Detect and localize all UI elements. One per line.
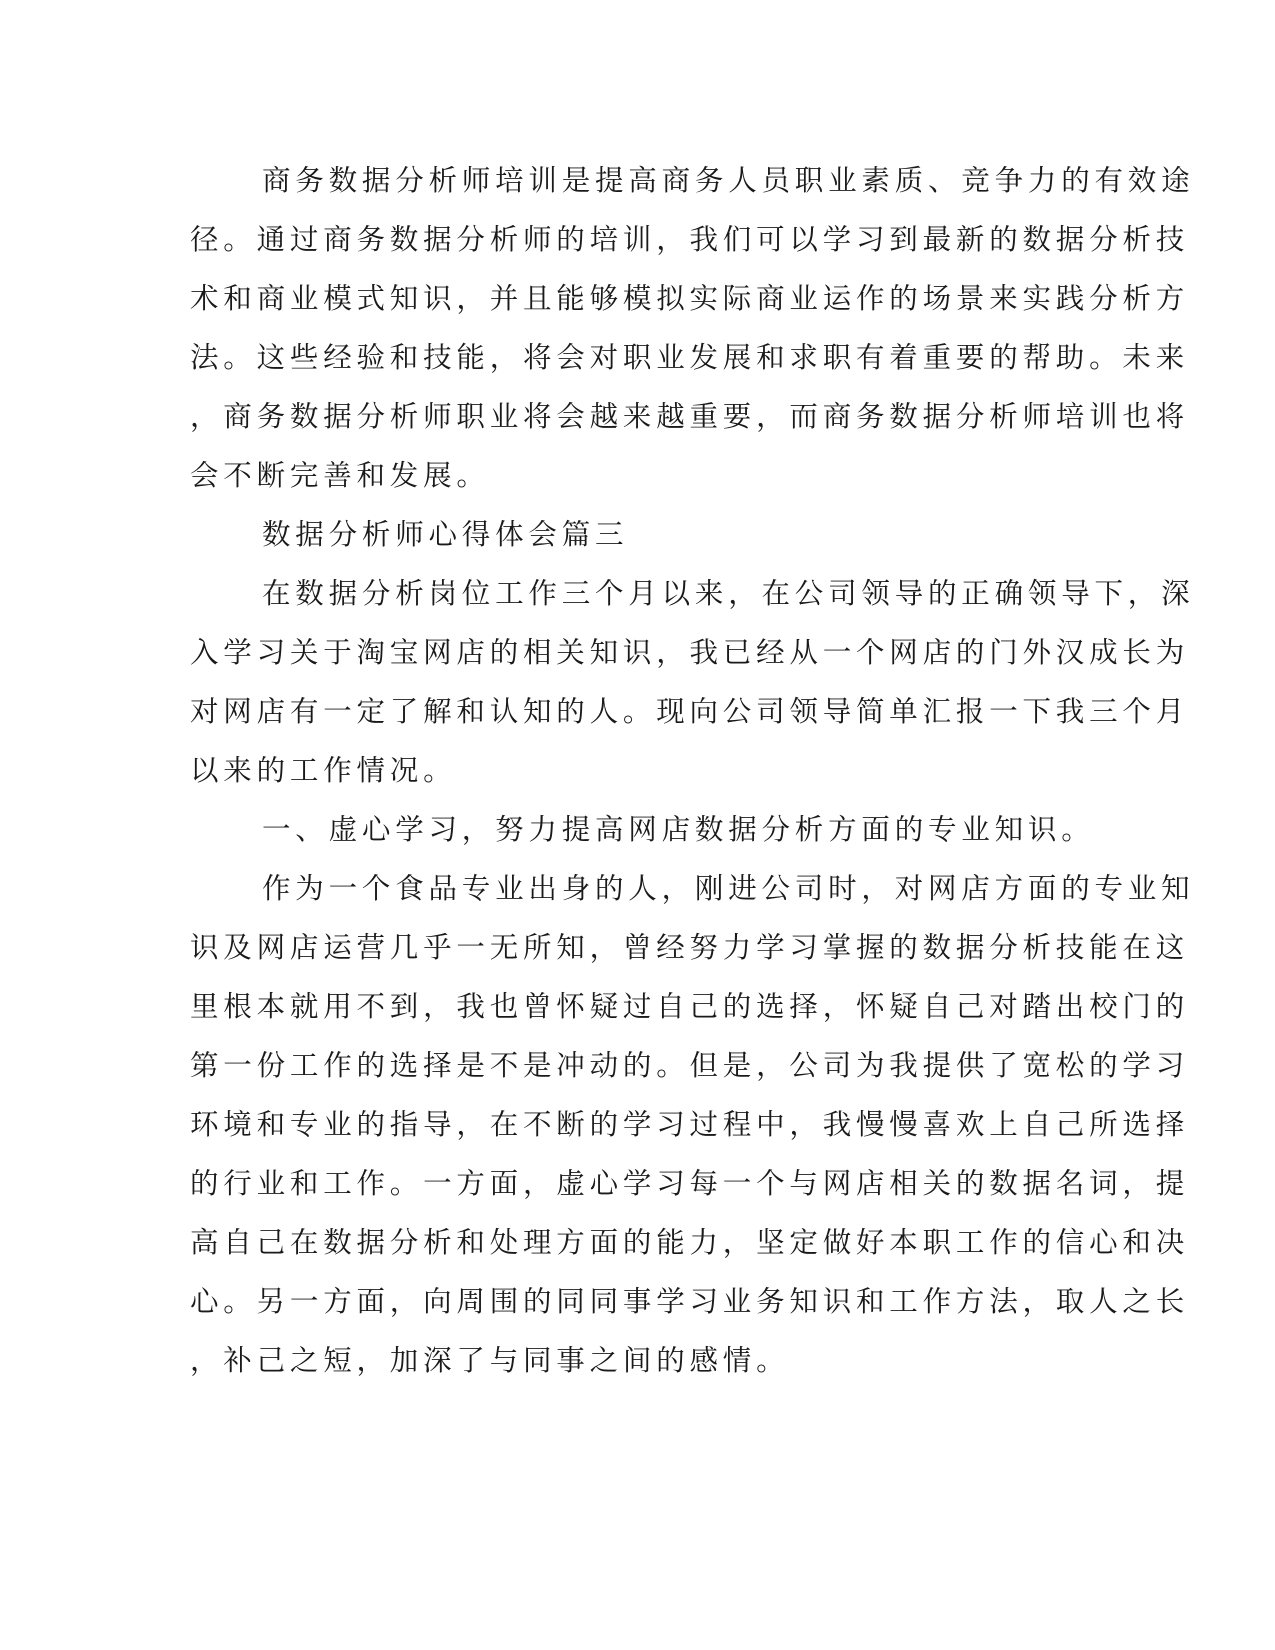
- paragraph-1-line-2: 径。通过商务数据分析师的培训，我们可以学习到最新的数据分析技: [190, 223, 1190, 256]
- paragraph-1-line-1: 商务数据分析师培训是提高商务人员职业素质、竞争力的有效途: [262, 164, 1195, 197]
- paragraph-2-line-2: 入学习关于淘宝网店的相关知识，我已经从一个网店的门外汉成长为: [190, 636, 1190, 669]
- section-heading: 数据分析师心得体会篇三: [262, 518, 629, 551]
- paragraph-3-line-8: 心。另一方面，向周围的同同事学习业务知识和工作方法，取人之长: [190, 1285, 1190, 1318]
- paragraph-2-line-1: 在数据分析岗位工作三个月以来，在公司领导的正确领导下，深: [262, 577, 1195, 610]
- paragraph-1-line-4: 法。这些经验和技能，将会对职业发展和求职有着重要的帮助。未来: [190, 341, 1190, 374]
- subheading-1: 一、虚心学习，努力提高网店数据分析方面的专业知识。: [262, 813, 1095, 846]
- paragraph-3-line-5: 环境和专业的指导，在不断的学习过程中，我慢慢喜欢上自己所选择: [190, 1108, 1190, 1141]
- paragraph-3-line-4: 第一份工作的选择是不是冲动的。但是，公司为我提供了宽松的学习: [190, 1049, 1190, 1082]
- paragraph-1-line-3: 术和商业模式知识，并且能够模拟实际商业运作的场景来实践分析方: [190, 282, 1190, 315]
- paragraph-3-line-3: 里根本就用不到，我也曾怀疑过自己的选择，怀疑自己对踏出校门的: [190, 990, 1190, 1023]
- paragraph-1-line-6: 会不断完善和发展。: [190, 459, 490, 492]
- paragraph-2-line-4: 以来的工作情况。: [190, 754, 457, 787]
- paragraph-3-line-2: 识及网店运营几乎一无所知，曾经努力学习掌握的数据分析技能在这: [190, 931, 1190, 964]
- paragraph-2-line-3: 对网店有一定了解和认知的人。现向公司领导简单汇报一下我三个月: [190, 695, 1190, 728]
- paragraph-3-line-9: ，补己之短，加深了与同事之间的感情。: [190, 1344, 790, 1377]
- paragraph-3-line-1: 作为一个食品专业出身的人，刚进公司时，对网店方面的专业知: [262, 872, 1195, 905]
- paragraph-1-line-5: ，商务数据分析师职业将会越来越重要，而商务数据分析师培训也将: [190, 400, 1190, 433]
- paragraph-3-line-6: 的行业和工作。一方面，虚心学习每一个与网店相关的数据名词，提: [190, 1167, 1190, 1200]
- paragraph-3-line-7: 高自己在数据分析和处理方面的能力，坚定做好本职工作的信心和决: [190, 1226, 1190, 1259]
